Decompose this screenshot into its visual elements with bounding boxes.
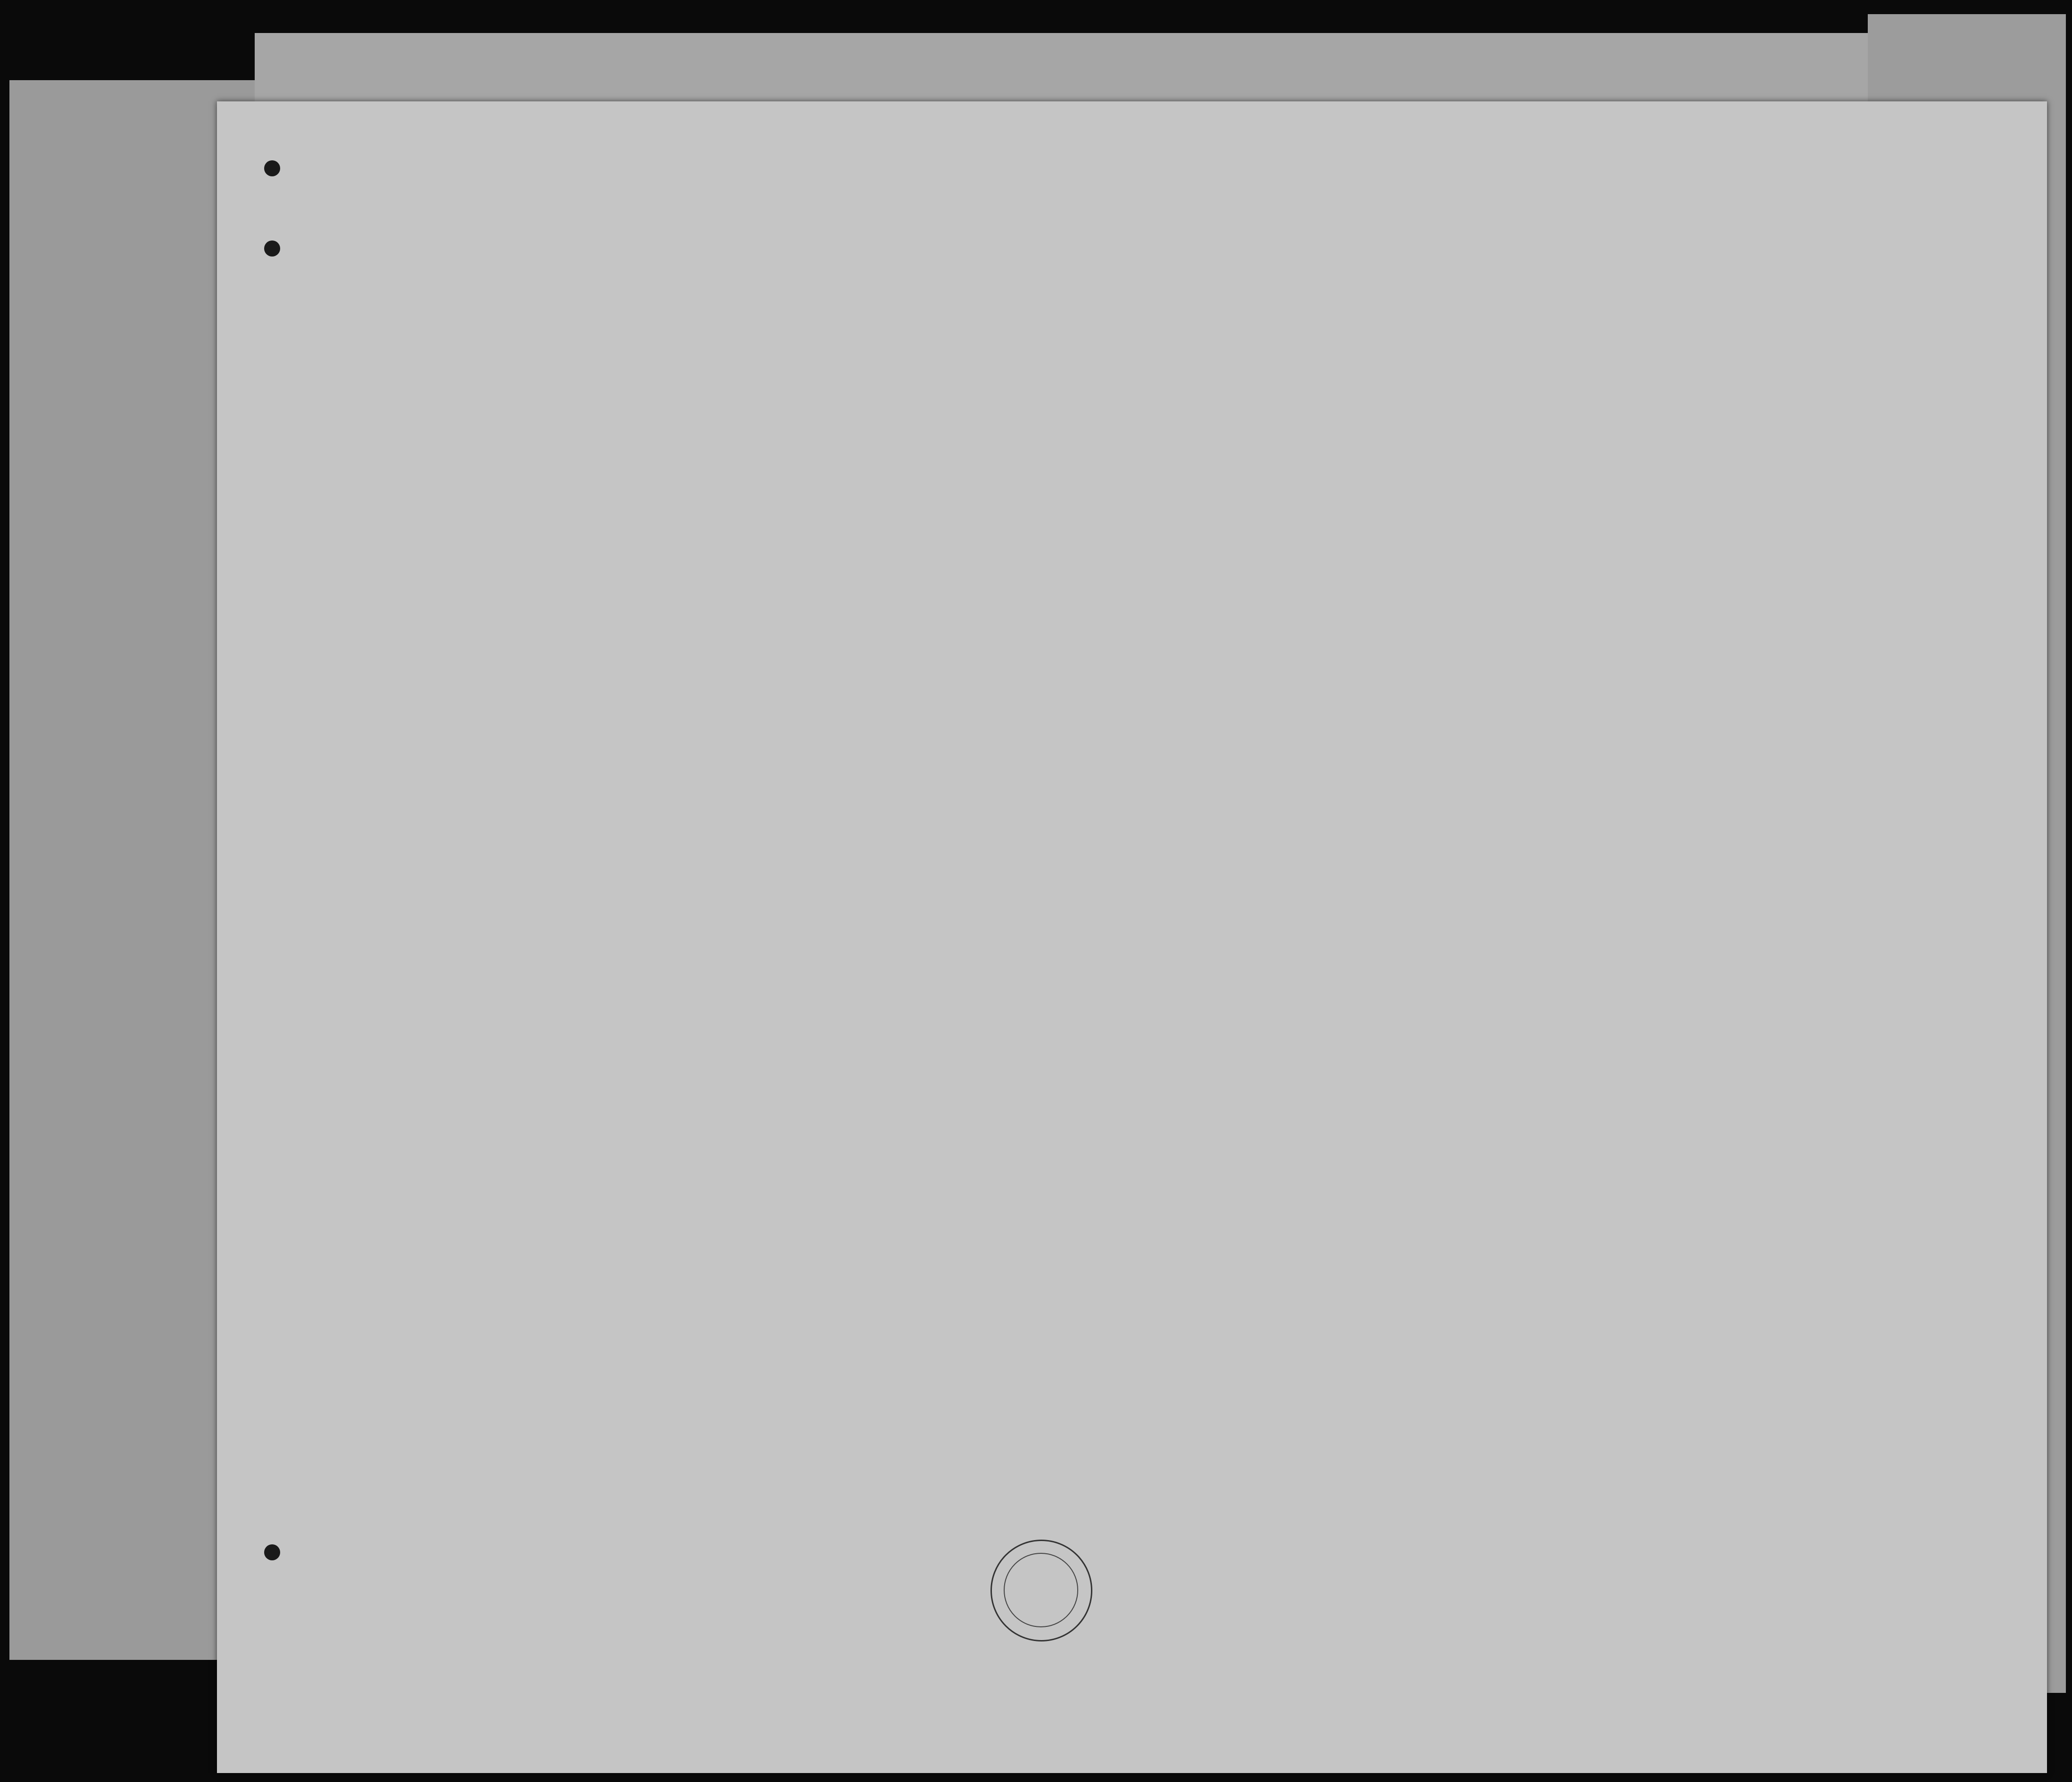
punch-hole [264, 240, 280, 257]
stamp-inner-ring [1004, 1553, 1078, 1627]
immigration-stamp [990, 1540, 1092, 1641]
punch-hole [264, 160, 280, 176]
crew-table [226, 320, 2056, 1583]
manifest-sheet [217, 101, 2047, 1773]
